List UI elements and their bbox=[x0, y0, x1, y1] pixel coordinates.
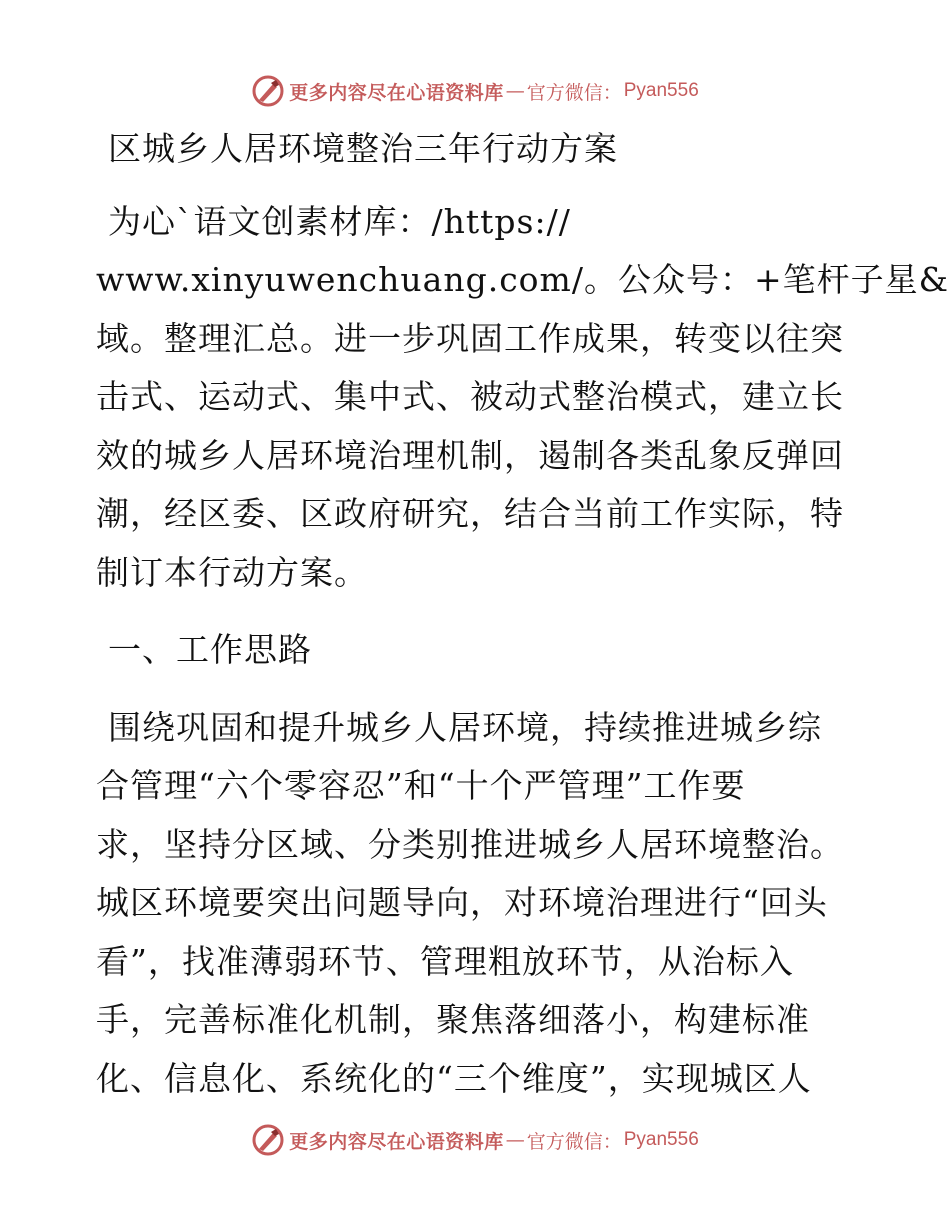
paragraph-line: 围绕巩固和提升城乡人居环境，持续推进城乡综 bbox=[108, 707, 822, 747]
paragraph-line: 为心`语文创素材库：/https:// bbox=[108, 201, 571, 241]
document-body bbox=[96, 120, 949, 1108]
paragraph-line: 合管理“六个零容忍”和“十个严管理”工作要 bbox=[96, 766, 746, 805]
paragraph-line: www.xinyuwenchuang.com/。公众号：+笔杆子星& bbox=[96, 260, 949, 299]
document-title: 区城乡人居环境整治三年行动方案 bbox=[108, 129, 618, 168]
pen-logo-icon bbox=[251, 74, 285, 108]
paragraph-line: 制订本行动方案。 bbox=[96, 552, 368, 592]
paragraph-line: 看”，找准薄弱环节、管理粗放环节，从治标入 bbox=[96, 941, 794, 981]
intro-paragraph bbox=[96, 193, 949, 603]
paragraph-line: 效的城乡人居环境治理机制，遏制各类乱象反弹回 bbox=[96, 435, 844, 475]
watermark-separator: — bbox=[505, 1129, 525, 1151]
section1-paragraph bbox=[96, 699, 852, 1109]
watermark-wechat-id: Pyan556 bbox=[623, 1129, 699, 1150]
watermark-wechat-id: Pyan556 bbox=[623, 80, 699, 101]
header-watermark bbox=[0, 71, 950, 111]
watermark-main-text: 更多内容尽在心语资料库 bbox=[289, 81, 504, 104]
footer-watermark bbox=[0, 1120, 950, 1160]
paragraph-line: 化、信息化、系统化的“三个维度”，实现城区人 bbox=[96, 1058, 812, 1098]
paragraph-line: 潮，经区委、区政府研究，结合当前工作实际，特 bbox=[96, 494, 844, 533]
section-heading: 一、工作思路 bbox=[108, 630, 312, 669]
paragraph-line: 域。整理汇总。进一步巩固工作成果，转变以往突 bbox=[96, 318, 844, 358]
pen-logo-icon bbox=[251, 1123, 285, 1157]
watermark-wechat-label: 官方微信： bbox=[526, 1130, 622, 1153]
watermark-separator: — bbox=[505, 80, 525, 102]
paragraph-line: 手，完善标准化机制，聚焦落细落小，构建标准 bbox=[96, 1000, 810, 1039]
watermark-main-text: 更多内容尽在心语资料库 bbox=[289, 1130, 504, 1153]
paragraph-line: 击式、运动式、集中式、被动式整治模式，建立长 bbox=[96, 377, 844, 416]
watermark-wechat-label: 官方微信： bbox=[526, 81, 622, 104]
paragraph-line: 求，坚持分区域、分类别推进城乡人居环境整治。 bbox=[96, 824, 844, 864]
paragraph-line: 城区环境要突出问题导向，对环境治理进行“回头 bbox=[96, 883, 828, 922]
